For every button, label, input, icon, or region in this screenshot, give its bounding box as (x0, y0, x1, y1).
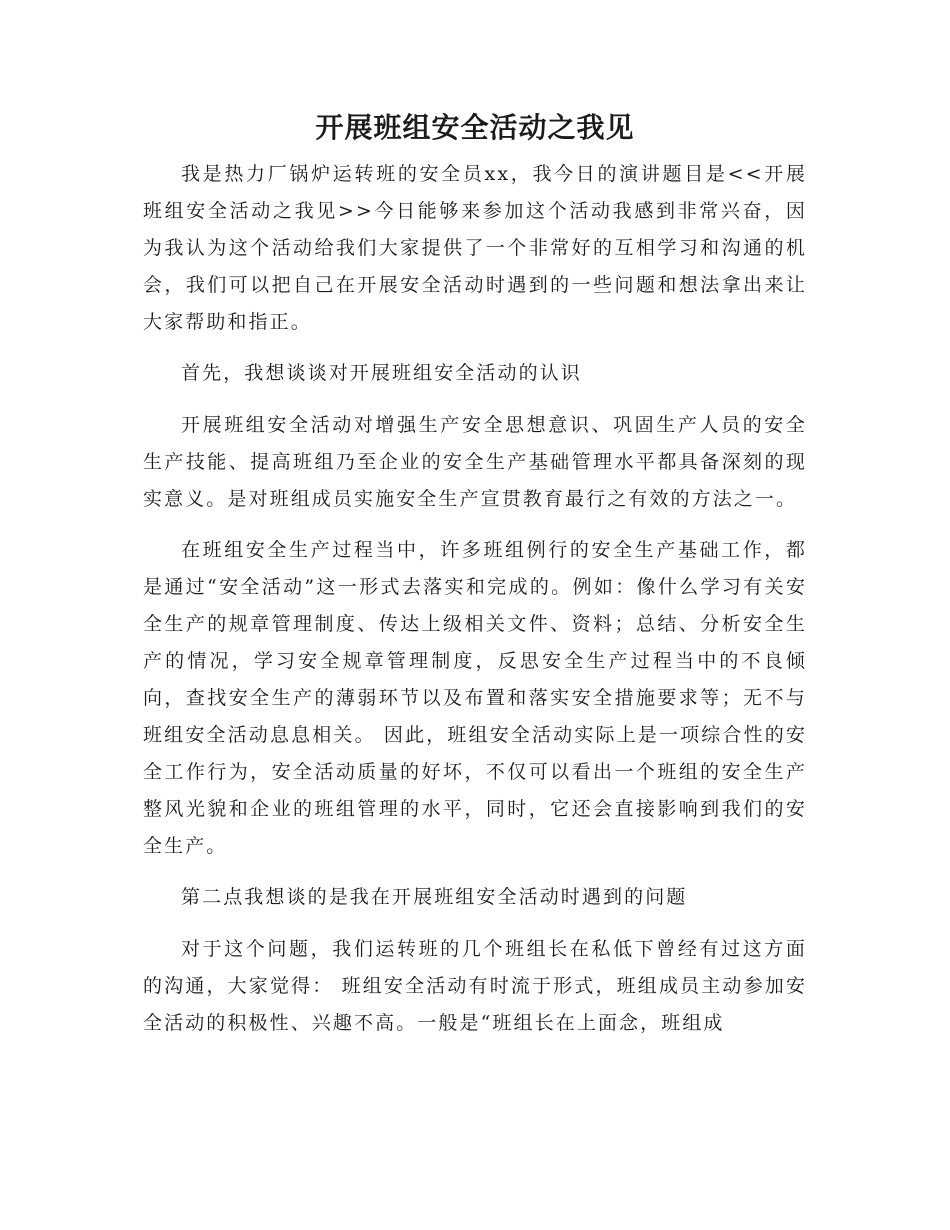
paragraph-section-one-heading: 首先，我想谈谈对开展班组安全活动的认识 (181, 362, 582, 384)
paragraph-activity-details: 在班组安全生产过程当中，许多班组例行的安全生产基础工作，都是通过“安全活动”这一形式去落实和完成的。例如：像什么学习有关安全生产的规章管理制度、传达上级相关文件、资料；总结、分析安全生产的情况，学习安全规章管理制度，反思安全生产过程当中的不良倾向，查找安全生产的薄弱环节以及布置和落实安全措施要求等；无不与班组安全活动息息相关。 因此，班组安全活动实际上是一项综合性的安全工作行为，安全活动质量的好坏，不仅可以看出一个班组的安全生产整风光貌和企业的班组管理的水平，同时，它还会直接影响到我们的安全生产。 (143, 539, 807, 857)
paragraph-significance: 开展班组安全活动对增强生产安全思想意识、巩固生产人员的安全生产技能、提高班组乃至企业的安全生产基础管理水平都具备深刻的现实意义。是对班组成员实施安全生产宣贯教育最行之有效的方法之一。 (143, 414, 807, 510)
document-page (143, 108, 807, 1056)
document-title: 开展班组安全活动之我见 (315, 111, 635, 144)
paragraph-problems: 对于这个问题，我们运转班的几个班组长在私低下曾经有过这方面的沟通，大家觉得： 班组安全活动有时流于形式，班组成员主动参加安全活动的积极性、兴趣不高。一般是“班组长在上面念，班组成 (143, 938, 807, 1034)
paragraph-intro: 我是热力厂锅炉运转班的安全员xx，我今日的演讲题目是<<开展班组安全活动之我见>>今日能够来参加这个活动我感到非常兴奋，因为我认为这个活动给我们大家提供了一个非常好的互相学习和沟通的机会，我们可以把自己在开展安全活动时遇到的一些问题和想法拿出来让大家帮助和指正。 (143, 163, 807, 333)
paragraph-section-two-heading: 第二点我想谈的是我在开展班组安全活动时遇到的问题 (181, 886, 688, 908)
